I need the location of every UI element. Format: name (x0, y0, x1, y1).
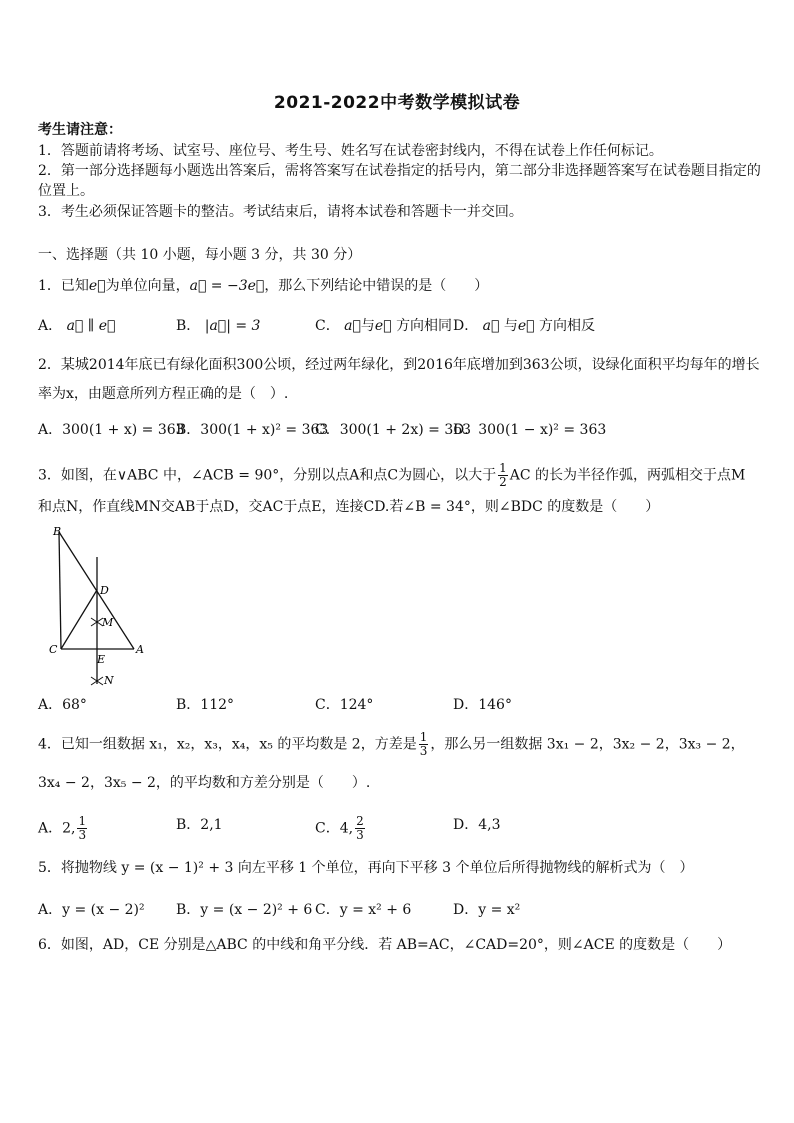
q5-option-b: B．y = (x − 2)² + 6 (176, 902, 313, 918)
q3-option-d: D．146° (453, 697, 512, 713)
q4-option-a: A．2, $\frac{1}{3}$ (38, 814, 87, 842)
label-b: B (53, 525, 62, 538)
figure-line-bc (59, 532, 61, 649)
notice-item-3: 3．考生必须保证答题卡的整洁。考试结束后，请将本试卷和答题卡一并交回。 (38, 204, 523, 220)
label-n: N (104, 674, 114, 687)
question-4-line-1: 4．已知一组数据 x₁，x₂，x₃，x₄，x₅ 的平均数是 2，方差是 $\frac{1}{3}$ ，那么另一组数据 3x₁ − 2，3x₂ − 2，3x₃ − 2， (38, 730, 745, 758)
question-3-line-2: 和点N，作直线MN交AB于点D，交AC于点E，连接CD.若∠B = 34°，则∠BDC 的度数是（ ） (38, 499, 660, 515)
label-a: A (136, 643, 144, 656)
question-6: 6．如图，AD，CE 分别是△ABC 的中线和角平分线．若 AB=AC，∠CAD=20°，则∠ACE 的度数是（ ） (38, 937, 732, 953)
exam-title: 2021-2022中考数学模拟试卷 (273, 93, 521, 113)
q1-stem-c: ，那么下列结论中错误的是（ ） (264, 278, 489, 294)
label-c: C (49, 643, 58, 656)
q2-option-a: A．300(1 + x) = 363 (38, 422, 185, 438)
label-e: E (97, 653, 106, 666)
q2-option-c: C．300(1 + 2x) = 363 (315, 422, 472, 438)
label-d: D (100, 584, 109, 597)
q3-option-b: B．112° (176, 697, 235, 713)
question-2-line-1: 2．某城2014年底已有绿化面积300公顷，经过两年绿化，到2016年底增加到363公顷，设绿化面积平均每年的增长 (38, 357, 760, 373)
q3-fraction: $\frac{1}{2}$ (499, 461, 507, 489)
q3-option-a: A．68° (38, 697, 87, 713)
label-m: M (102, 616, 114, 629)
q1-option-d: D． a⃗ 与e⃗ 方向相反 (453, 318, 596, 334)
notice-heading: 考生请注意： (38, 122, 122, 138)
q1-option-a: A． a⃗ ∥ e⃗ (38, 318, 116, 334)
vector-e: e⃗ (88, 278, 106, 294)
q2-option-b: B．300(1 + x)² = 363 (176, 422, 329, 438)
q4-option-d: D．4,3 (453, 817, 501, 833)
question-3-line-1: 3．如图，在∨ABC 中，∠ACB = 90°，分别以点A和点C为圆心，以大于 $\frac{1}{2}$ AC 的长为半径作弧，两弧相交于点M (38, 461, 746, 489)
q4-option-b: B．2,1 (176, 817, 223, 833)
q1-option-c: C． a⃗与e⃗ 方向相同 (315, 318, 453, 334)
notice-item-1: 1．答题前请将考场、试室号、座位号、考生号、姓名写在试卷密封线内，不得在试卷上作任何标记。 (38, 143, 663, 159)
question-2-line-2: 率为x，由题意所列方程正确的是（ ）. (38, 386, 289, 402)
q5-option-a: A．y = (x − 2)² (38, 902, 145, 918)
question-1 (38, 276, 763, 296)
q3-option-c: C．124° (315, 697, 374, 713)
q1-stem-b: 为单位向量， (105, 278, 190, 294)
section-heading: 一、选择题（共 10 小题，每小题 3 分，共 30 分） (38, 247, 362, 263)
q3-figure (40, 522, 150, 692)
q5-option-d: D．y = x² (453, 902, 521, 918)
q1-vector-equation: a⃗ = −3e⃗ (189, 278, 265, 294)
q1-option-b: B． |a⃗| = 3 (176, 318, 261, 334)
q5-option-c: C．y = x² + 6 (315, 902, 412, 918)
figure-line-cd (61, 590, 97, 649)
question-4-line-2: 3x₄ − 2，3x₅ − 2，的平均数和方差分别是（ ）. (38, 775, 371, 791)
q2-option-d: D．300(1 − x)² = 363 (453, 422, 607, 438)
notice-item-2: 2．第一部分选择题每小题选出答案后，需将答案写在试卷指定的括号内，第二部分非选择题答案写在试卷题目指定的 (38, 163, 761, 179)
q4-fraction: $\frac{1}{3}$ (419, 730, 428, 758)
q4-option-c: C．4, $\frac{2}{3}$ (315, 814, 364, 842)
q1-stem-a: 1．已知 (38, 278, 89, 294)
question-5: 5．将抛物线 y = (x − 1)² + 3 向左平移 1 个单位，再向下平移 3 个单位后所得抛物线的解析式为（ ） (38, 860, 694, 876)
notice-item-2-cont: 位置上。 (38, 183, 94, 199)
